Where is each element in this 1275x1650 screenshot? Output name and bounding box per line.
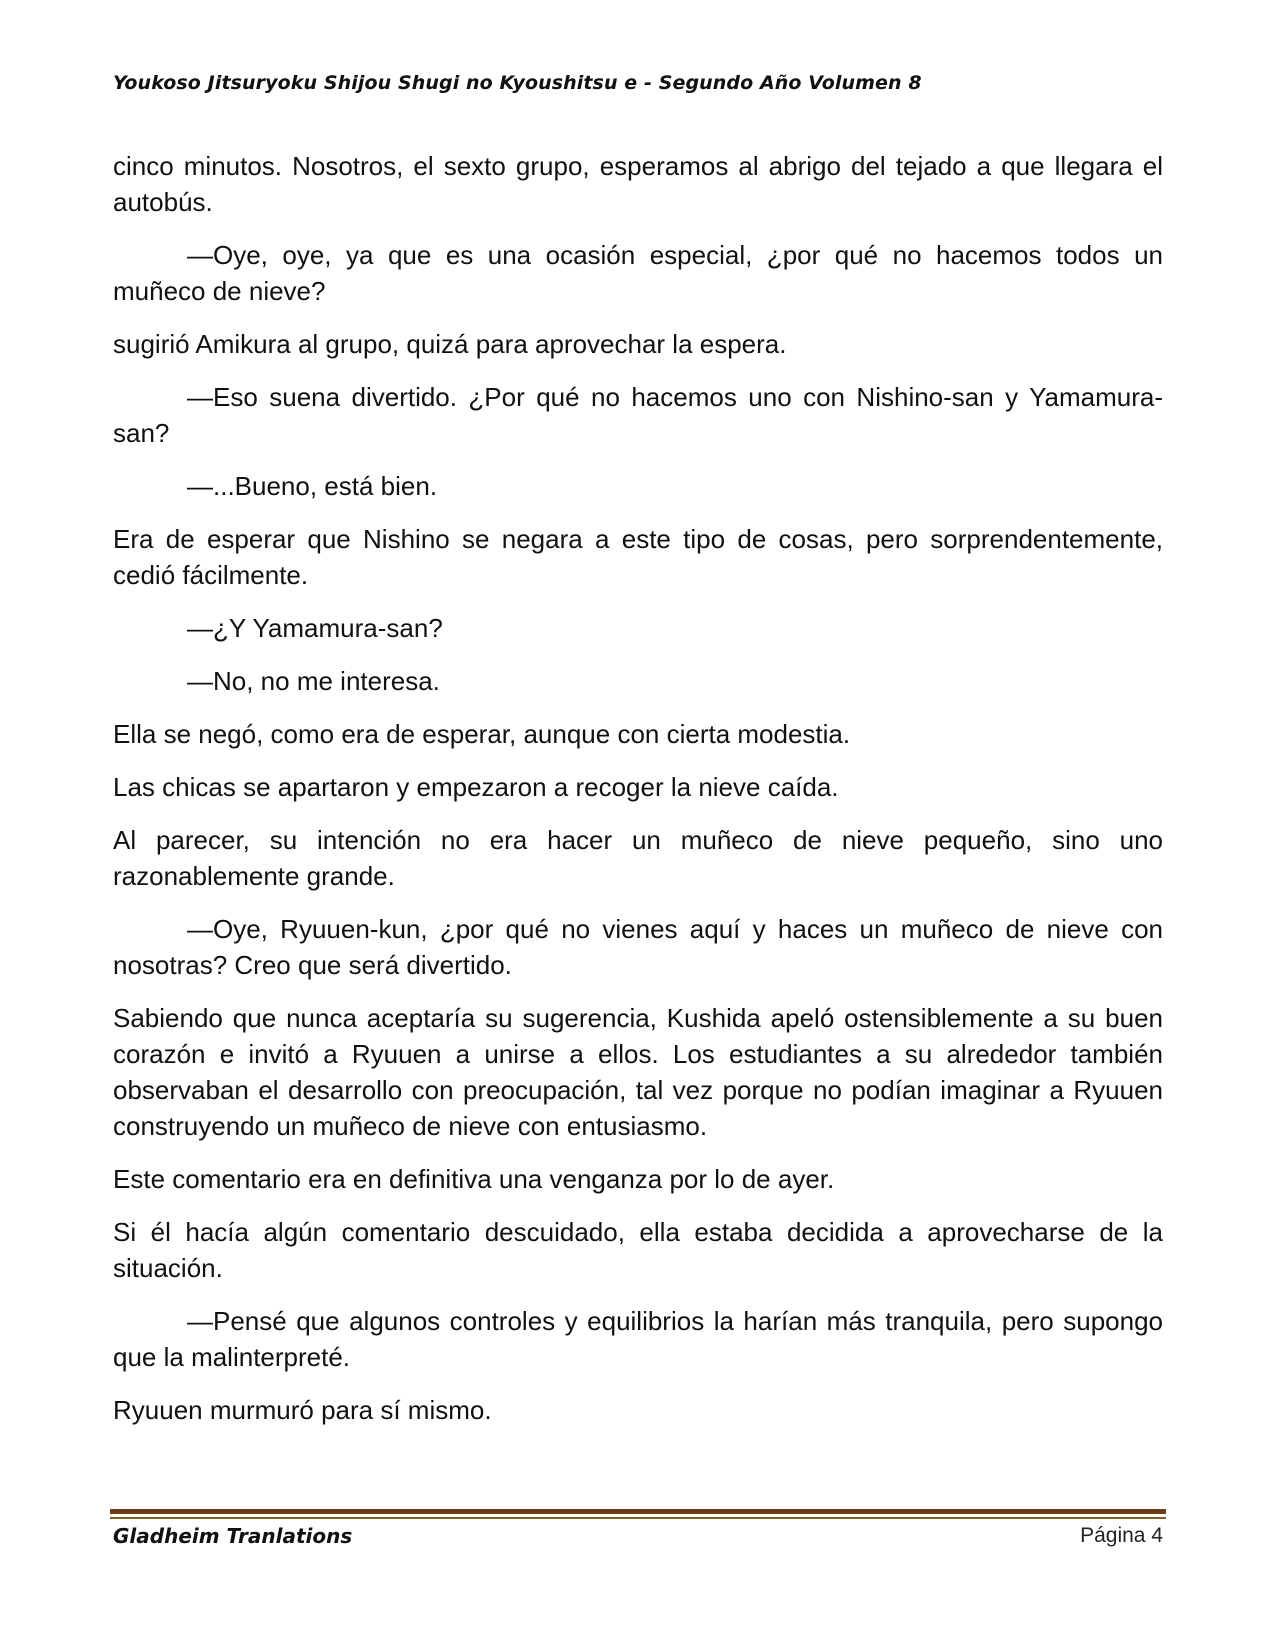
paragraph: Era de esperar que Nishino se negara a este tipo de cosas, pero sorprendentemente, cedió fácilmente.: [113, 524, 1163, 590]
paragraph: Al parecer, su intención no era hacer un muñeco de nieve pequeño, sino uno razonablemente grande.: [113, 825, 1163, 891]
dialog-paragraph: —Oye, Ryuuen-kun, ¿por qué no vienes aquí y haces un muñeco de nieve con nosotras? Creo que será divertido.: [113, 914, 1163, 980]
page-label: Página: [1080, 1524, 1146, 1547]
paragraph: Ryuuen murmuró para sí mismo.: [113, 1395, 492, 1425]
page-number: 4: [1151, 1524, 1163, 1547]
dialog-paragraph: —Pensé que algunos controles y equilibrios la harían más tranquila, pero supongo que la malinterpreté.: [113, 1306, 1163, 1372]
body-text: [113, 148, 1163, 1445]
paragraph: Este comentario era en definitiva una venganza por lo de ayer.: [113, 1164, 835, 1194]
page-number-block: [1080, 1524, 1163, 1548]
paragraph: Si él hacía algún comentario descuidado, ella estaba decidida a aprovecharse de la situación.: [113, 1217, 1163, 1283]
running-header-title: Youkoso Jitsuryoku Shijou Shugi no Kyoushitsu e - Segundo Año Volumen 8: [113, 72, 922, 94]
dialog-paragraph: —¿Y Yamamura-san?: [187, 613, 443, 643]
footer-credit: Gladheim Tranlations: [113, 1524, 353, 1548]
paragraph: Sabiendo que nunca aceptaría su sugerencia, Kushida apeló ostensiblemente a su buen corazón e invitó a Ryuuen a unirse a ellos. Los estudiantes a su alrededor también observaban el desarrollo con preocupación, tal vez porque no podían imaginar a Ryuuen construyendo un muñeco de nieve con entusiasmo.: [113, 1003, 1163, 1141]
dialog-paragraph: —Eso suena divertido. ¿Por qué no hacemos uno con Nishino-san y Yamamura-san?: [113, 382, 1163, 448]
paragraph: cinco minutos. Nosotros, el sexto grupo, esperamos al abrigo del tejado a que llegara el autobús.: [113, 151, 1163, 217]
dialog-paragraph: —No, no me interesa.: [187, 666, 440, 696]
footer-divider-thick: [110, 1509, 1166, 1514]
paragraph: sugirió Amikura al grupo, quizá para aprovechar la espera.: [113, 329, 787, 359]
paragraph: Las chicas se apartaron y empezaron a recoger la nieve caída.: [113, 772, 839, 802]
dialog-paragraph: —Oye, oye, ya que es una ocasión especial, ¿por qué no hacemos todos un muñeco de nieve?: [113, 240, 1163, 306]
dialog-paragraph: —...Bueno, está bien.: [187, 471, 438, 501]
footer-divider-thin: [110, 1517, 1166, 1519]
paragraph: Ella se negó, como era de esperar, aunque con cierta modestia.: [113, 719, 851, 749]
